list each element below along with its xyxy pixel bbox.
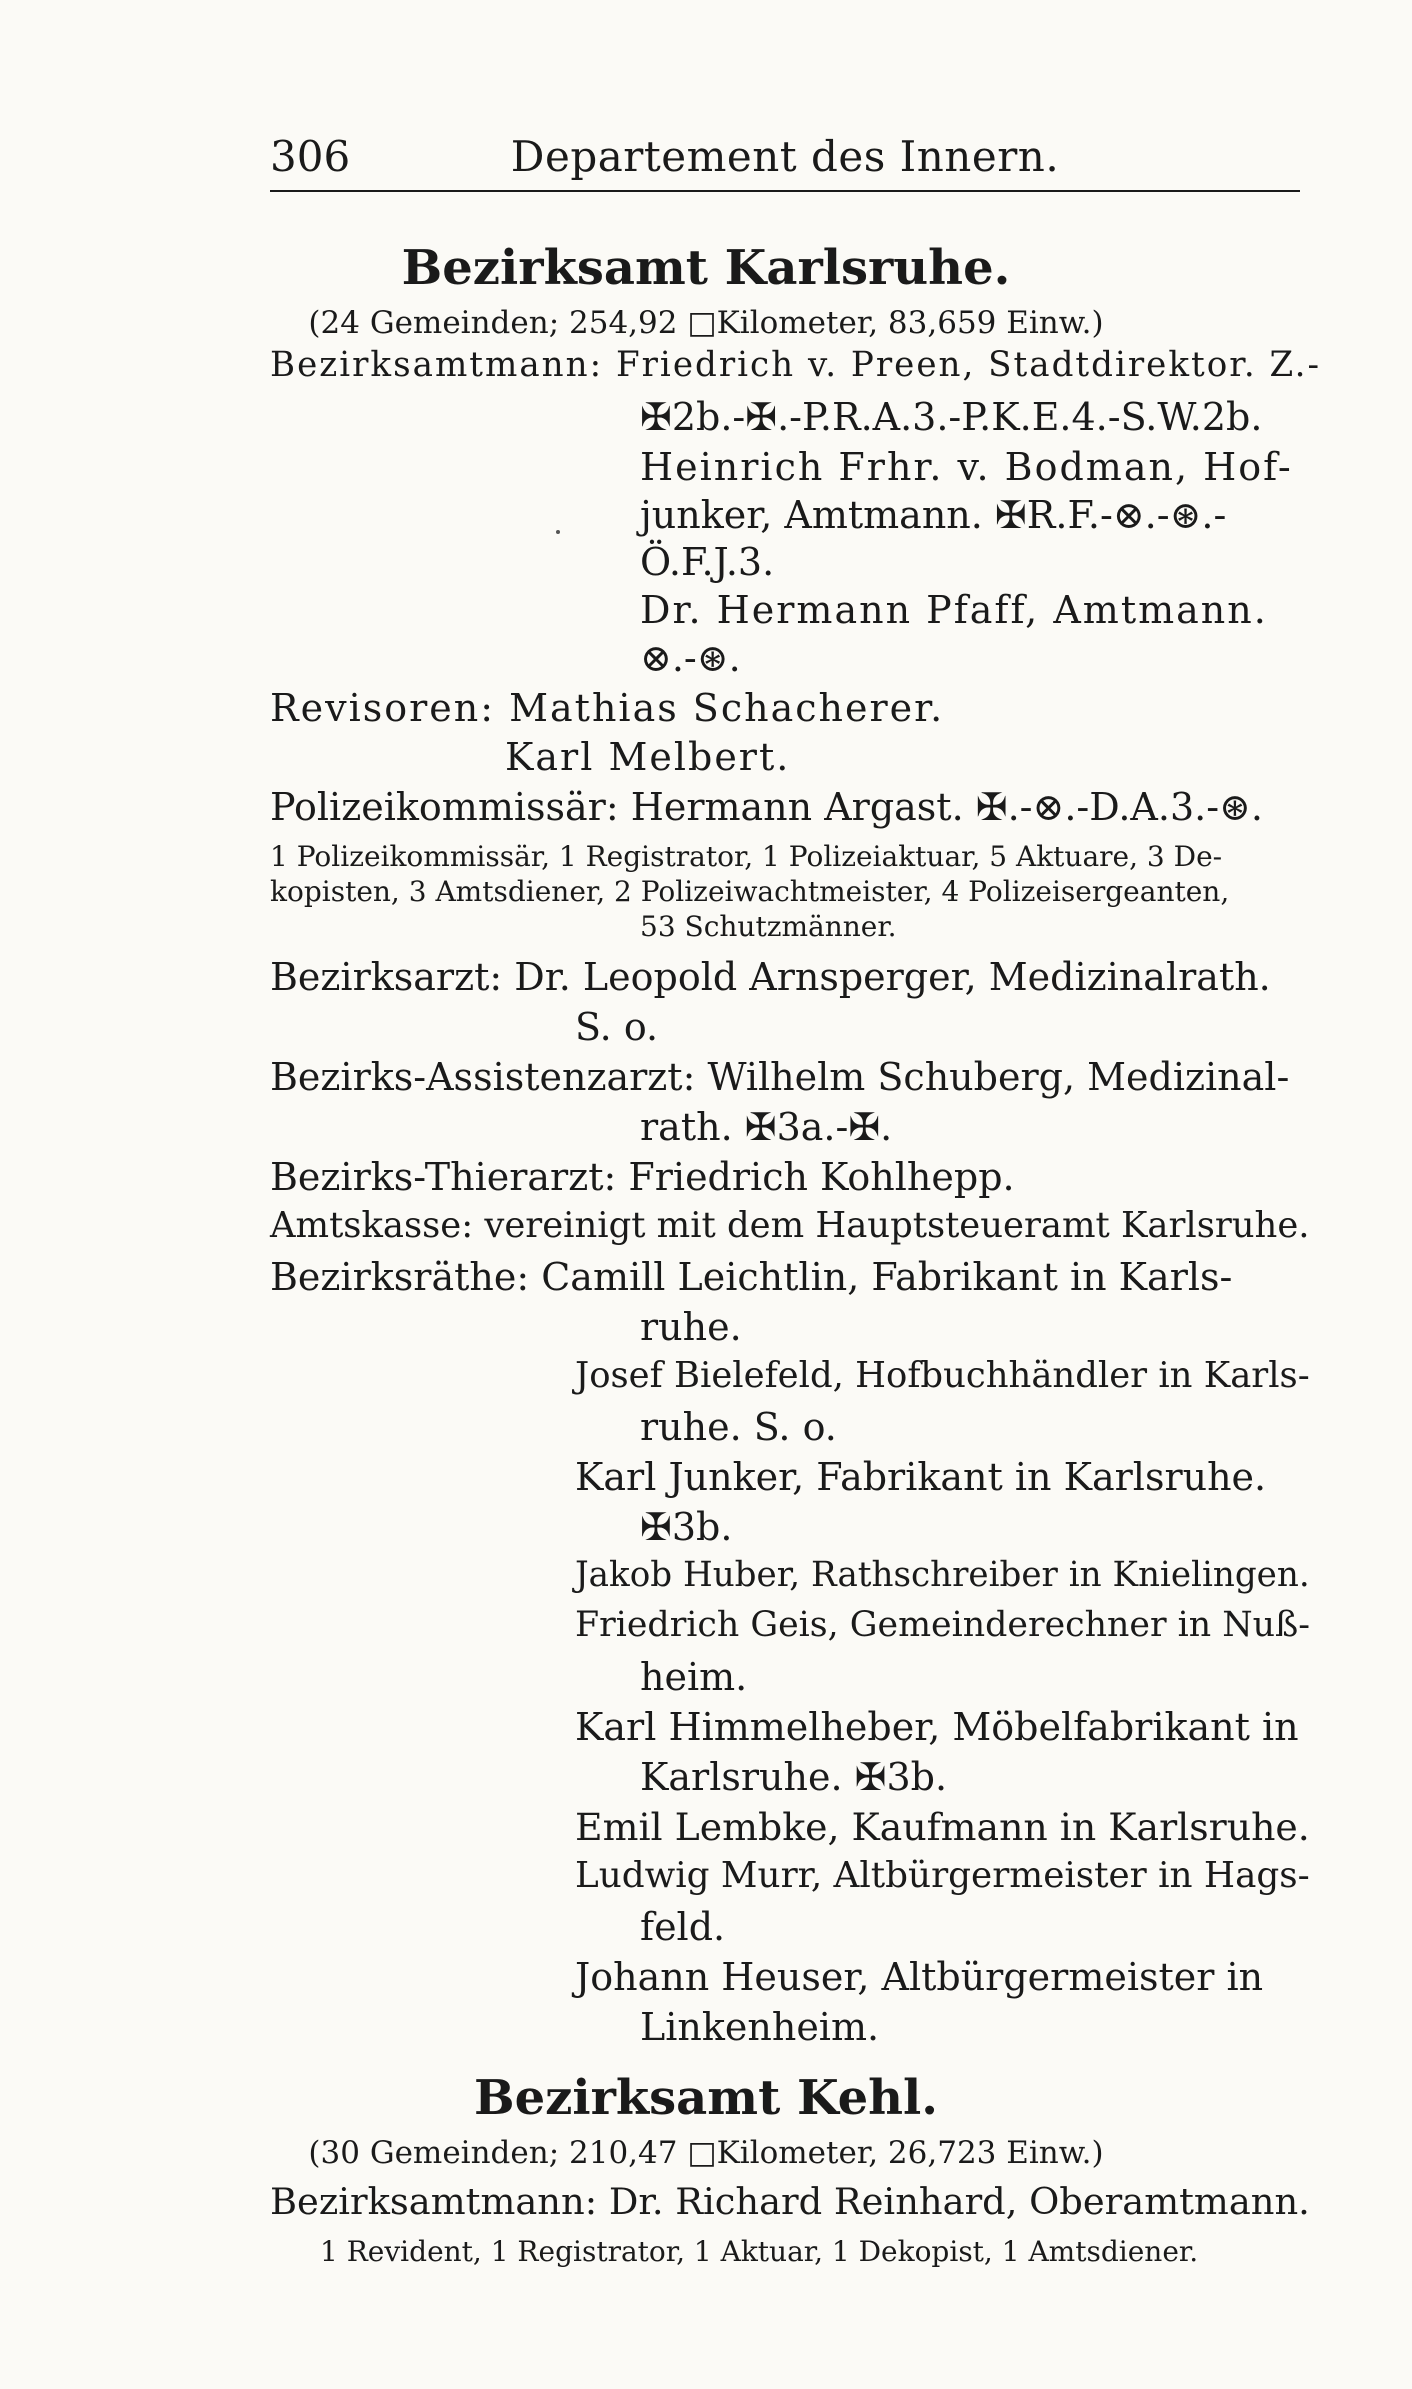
staff-note: 1 Polizeikommissär, 1 Registrator, 1 Polizeiaktuar, 5 Aktuare, 3 De- [270, 840, 1223, 873]
section-subtitle-karlsruhe: (24 Gemeinden; 254,92 □Kilometer, 83,659 Einw.) [308, 305, 1104, 341]
staff-note: 53 Schutzmänner. [640, 910, 897, 943]
section-title-kehl: Bezirksamt Kehl. [474, 2070, 938, 2126]
stray-mark [556, 530, 560, 534]
entry-line: Josef Bielefeld, Hofbuchhändler in Karls- [575, 1355, 1310, 1396]
entry-line: Karlsruhe. ✠3b. [640, 1755, 948, 1799]
entry-line: Dr. Hermann Pfaff, Amtmann. [640, 588, 1268, 632]
entry-line: Bezirksarzt: Dr. Leopold Arnsperger, Medizinalrath. [270, 955, 1271, 999]
entry-line: heim. [640, 1655, 748, 1699]
entry-line: Emil Lembke, Kaufmann in Karlsruhe. [575, 1805, 1310, 1849]
entry-line: feld. [640, 1905, 726, 1949]
entry-line: Bezirks-Assistenzarzt: Wilhelm Schuberg, Medizinal- [270, 1055, 1290, 1099]
entry-line: Karl Junker, Fabrikant in Karlsruhe. [575, 1455, 1267, 1499]
entry-line: Bezirksräthe: Camill Leichtlin, Fabrikant in Karls- [270, 1255, 1233, 1299]
entry-line: rath. ✠3a.-✠. [640, 1105, 893, 1149]
entry-line: Polizeikommissär: Hermann Argast. ✠.-⊗.-D.A.3.-⊛. [270, 785, 1263, 829]
entry-line: ✠2b.-✠.-P.R.A.3.-P.K.E.4.-S.W.2b. [640, 395, 1263, 439]
entry-line: ruhe. [640, 1305, 742, 1349]
entry-line: S. o. [575, 1005, 659, 1049]
entry-line: Revisoren: Mathias Schacherer. [270, 686, 945, 730]
staff-note: 1 Revident, 1 Registrator, 1 Aktuar, 1 Dekopist, 1 Amtsdiener. [320, 2235, 1199, 2268]
entry-line: Amtskasse: vereinigt mit dem Hauptsteueramt Karlsruhe. [270, 1205, 1310, 1246]
entry-line: ⊗.-⊛. [640, 636, 741, 680]
entry-line: Johann Heuser, Altbürgermeister in [575, 1955, 1264, 1999]
page-header [270, 132, 1300, 192]
running-title: Departement des Innern. [510, 132, 1060, 181]
entry-line: Jakob Huber, Rathschreiber in Knielingen. [575, 1555, 1310, 1595]
section-subtitle-kehl: (30 Gemeinden; 210,47 □Kilometer, 26,723 Einw.) [308, 2135, 1104, 2171]
entry-line: Heinrich Frhr. v. Bodman, Hof- [640, 445, 1293, 489]
entry-line: junker, Amtmann. ✠R.F.-⊗.-⊛.- [640, 493, 1227, 537]
entry-line: Bezirks-Thierarzt: Friedrich Kohlhepp. [270, 1155, 1015, 1199]
entry-line: ✠3b. [640, 1505, 733, 1549]
entry-line: Karl Melbert. [505, 735, 791, 779]
entry-line: Karl Himmelheber, Möbelfabrikant in [575, 1705, 1299, 1749]
entry-line: Bezirksamtmann: Friedrich v. Preen, Stadtdirektor. Z.- [270, 345, 1321, 385]
entry-line: Friedrich Geis, Gemeinderechner in Nuß- [575, 1605, 1311, 1645]
entry-line: Ö.F.J.3. [640, 540, 775, 584]
entry-line: Ludwig Murr, Altbürgermeister in Hags- [575, 1855, 1310, 1896]
entry-line: Bezirksamtmann: Dr. Richard Reinhard, Oberamtmann. [270, 2180, 1310, 2223]
entry-line: Linkenheim. [640, 2005, 880, 2049]
page-number: 306 [270, 132, 351, 181]
section-title-karlsruhe: Bezirksamt Karlsruhe. [401, 240, 1011, 296]
staff-note: kopisten, 3 Amtsdiener, 2 Polizeiwachtmeister, 4 Polizeisergeanten, [270, 875, 1230, 908]
header-rule [270, 190, 1300, 192]
entry-line: ruhe. S. o. [640, 1405, 837, 1449]
